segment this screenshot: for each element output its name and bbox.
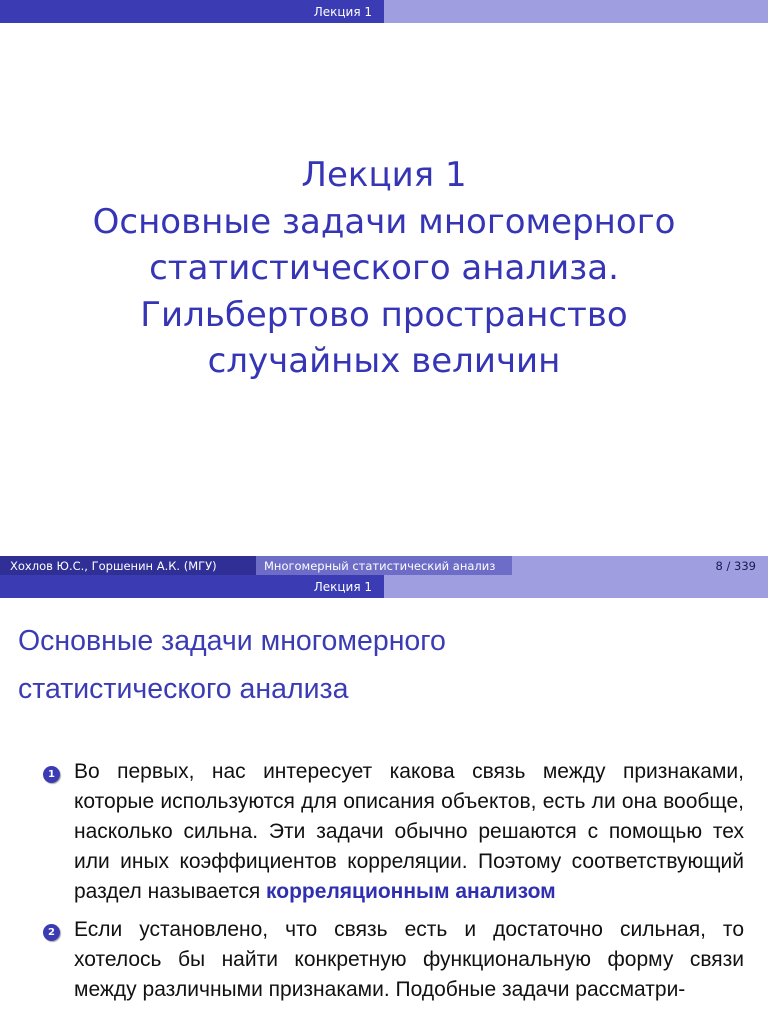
header-bar-right xyxy=(384,0,768,23)
slide-title-line: статистического анализа. xyxy=(149,248,619,288)
lecture-label: Лекция 1 xyxy=(313,4,372,19)
slide-title-line: Гильбертово пространство xyxy=(140,294,628,335)
item-number-badge: 1 xyxy=(43,766,60,783)
item-text xyxy=(74,757,744,907)
header-bar-second xyxy=(0,575,768,598)
footer-course: Многомерный статистический анализ xyxy=(256,556,512,575)
header-section-label xyxy=(0,575,384,598)
frame-title-line: Основные задачи многомерного xyxy=(18,625,446,657)
frame-title xyxy=(18,617,738,713)
header-bar-right xyxy=(384,575,768,598)
list-item xyxy=(0,915,768,1005)
item-text xyxy=(74,915,744,1005)
item-body: Если установлено, что связь есть и достаточно сильная, то хотелось бы найти конкретную функциональную форму связи между различными признаками. Подобные задачи рассматри- xyxy=(74,918,744,1001)
page-counter: 8 / 339 xyxy=(512,556,768,575)
lecture-label: Лекция 1 xyxy=(313,579,372,594)
slide-title-line: случайных величин xyxy=(207,341,561,381)
list-item xyxy=(0,757,768,907)
frame-title-line: статистического анализа xyxy=(18,673,349,705)
slide-title-line: Основные задачи многомерного xyxy=(92,201,676,242)
header-section-label xyxy=(0,0,384,23)
enumerated-list xyxy=(0,757,768,1005)
header-bar-top xyxy=(0,0,768,23)
item-number-badge: 2 xyxy=(43,924,60,941)
slide-title-line: Лекция 1 xyxy=(301,155,467,195)
item-body: Во первых, нас интересует какова связь между признаками, которые используются для описания объектов, есть ли она вообще, насколько сильна. Эти задачи обычно решаются с помощью тех или иных коэффициентов корреляции. Поэтому соответствующий раздел называется xyxy=(74,760,744,903)
footer-authors: Хохлов Ю.С., Горшенин А.К. (МГУ) xyxy=(0,556,256,575)
footer-bar xyxy=(0,556,768,575)
highlighted-term: корреляционным анализом xyxy=(266,880,556,903)
slide-title xyxy=(0,152,768,385)
